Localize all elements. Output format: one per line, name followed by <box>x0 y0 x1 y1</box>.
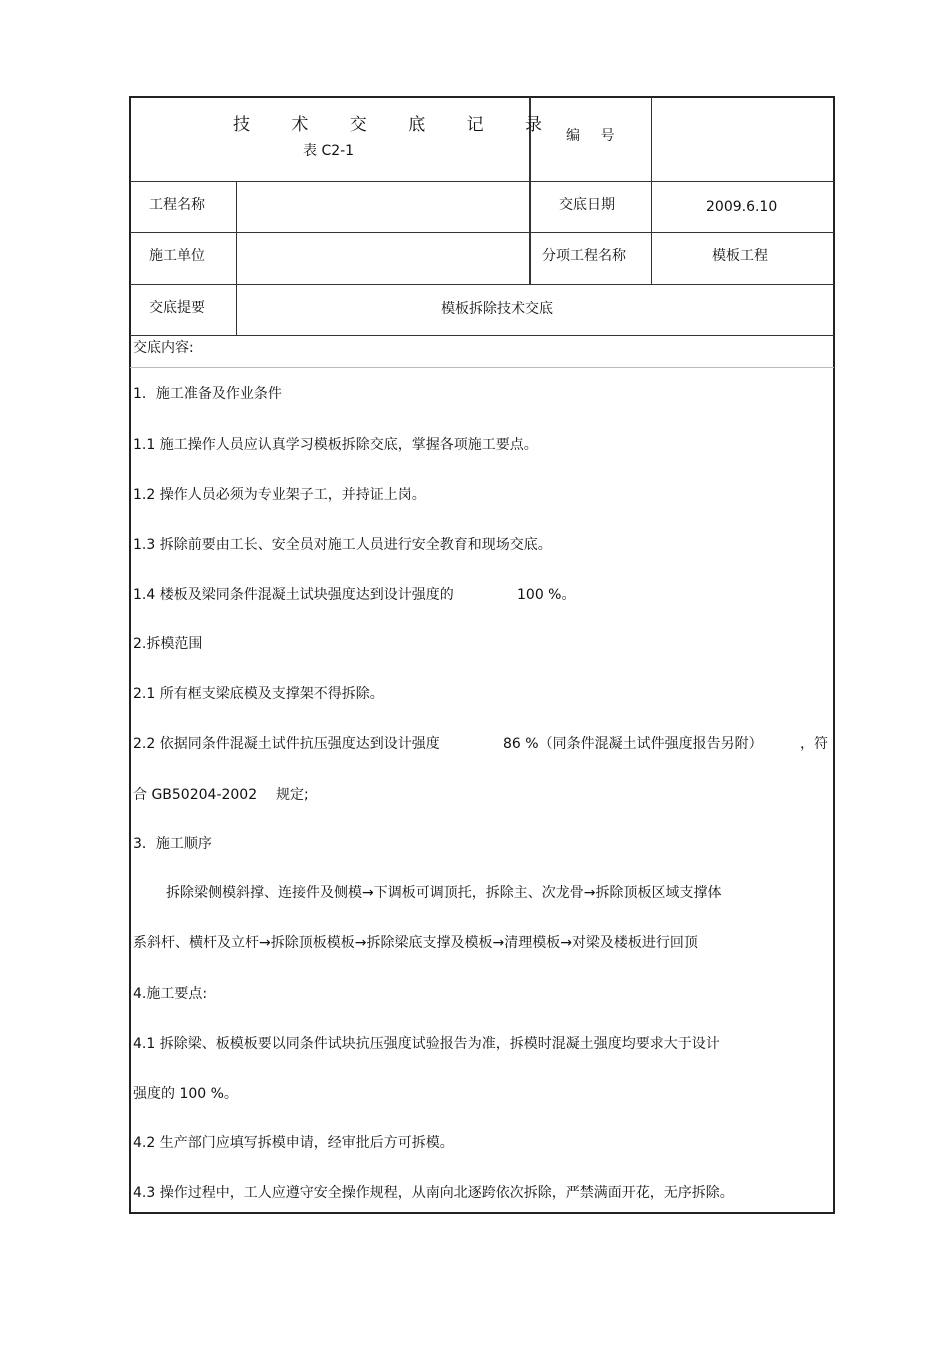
content-line: 系斜杆、横杆及立杆→拆除顶板模板→拆除梁底支撑及模板→清理模板→对梁及楼板进行回顶 <box>133 935 698 951</box>
content-line: 86 %（同条件混凝土试件强度报告另附） <box>503 736 763 752</box>
form-code: 表 C2-1 <box>303 143 355 159</box>
content-line: ，符 <box>800 736 828 752</box>
content-line: 1.2 操作人员必须为专业架子工，并持证上岗。 <box>133 487 426 503</box>
date-value: 2009.6.10 <box>706 199 778 215</box>
content-line: 3．施工顺序 <box>133 836 212 852</box>
content-line: 2.拆模范围 <box>133 636 203 652</box>
col-divider <box>651 97 652 284</box>
subproject-label: 分项工程名称 <box>542 248 626 264</box>
content-line: 2.2 依据同条件混凝土试件抗压强度达到设计强度 <box>133 736 440 752</box>
content-heading: 交底内容: <box>133 340 194 356</box>
content-line: 1.1 施工操作人员应认真学习模板拆除交底，掌握各项施工要点。 <box>133 437 538 453</box>
content-line: 1.3 拆除前要由工长、安全员对施工人员进行安全教育和现场交底。 <box>133 537 552 553</box>
content-line: 100 %。 <box>517 587 576 603</box>
content-line: 强度的 100 %。 <box>133 1086 238 1102</box>
document-title: 技 术 交 底 记 录 <box>233 115 561 135</box>
summary-label: 交底提要 <box>149 300 205 316</box>
date-label: 交底日期 <box>559 197 615 213</box>
content-line: 规定; <box>276 787 309 803</box>
content-line: 合 GB50204-2002 <box>133 787 258 803</box>
summary-value: 模板拆除技术交底 <box>441 301 553 317</box>
content-line: 4.施工要点: <box>133 986 208 1002</box>
content-line: 4.2 生产部门应填写拆模申请，经审批后方可拆模。 <box>133 1135 454 1151</box>
subproject-value: 模板工程 <box>712 248 768 264</box>
unit-label: 施工单位 <box>149 248 205 264</box>
content-line: 拆除梁侧模斜撑、连接件及侧模→下调板可调顶托，拆除主、次龙骨→拆除顶板区域支撑体 <box>166 885 722 901</box>
content-line: 1.4 楼板及梁同条件混凝土试块强度达到设计强度的 <box>133 587 454 603</box>
row-divider <box>130 335 834 336</box>
project-name-label: 工程名称 <box>149 197 205 213</box>
content-line: 1．施工准备及作业条件 <box>133 386 282 402</box>
content-line: 2.1 所有框支梁底模及支撑架不得拆除。 <box>133 686 384 702</box>
content-line: 4.1 拆除梁、板模板要以同条件试块抗压强度试验报告为准，拆模时混凝土强度均要求大于设计 <box>133 1036 720 1052</box>
content-line: 4.3 操作过程中，工人应遵守安全操作规程，从南向北逐跨依次拆除，严禁满面开花，无序拆除。 <box>133 1185 734 1201</box>
number-label: 编 号 <box>566 128 615 144</box>
content-divider <box>130 367 834 368</box>
col-divider <box>236 181 237 335</box>
